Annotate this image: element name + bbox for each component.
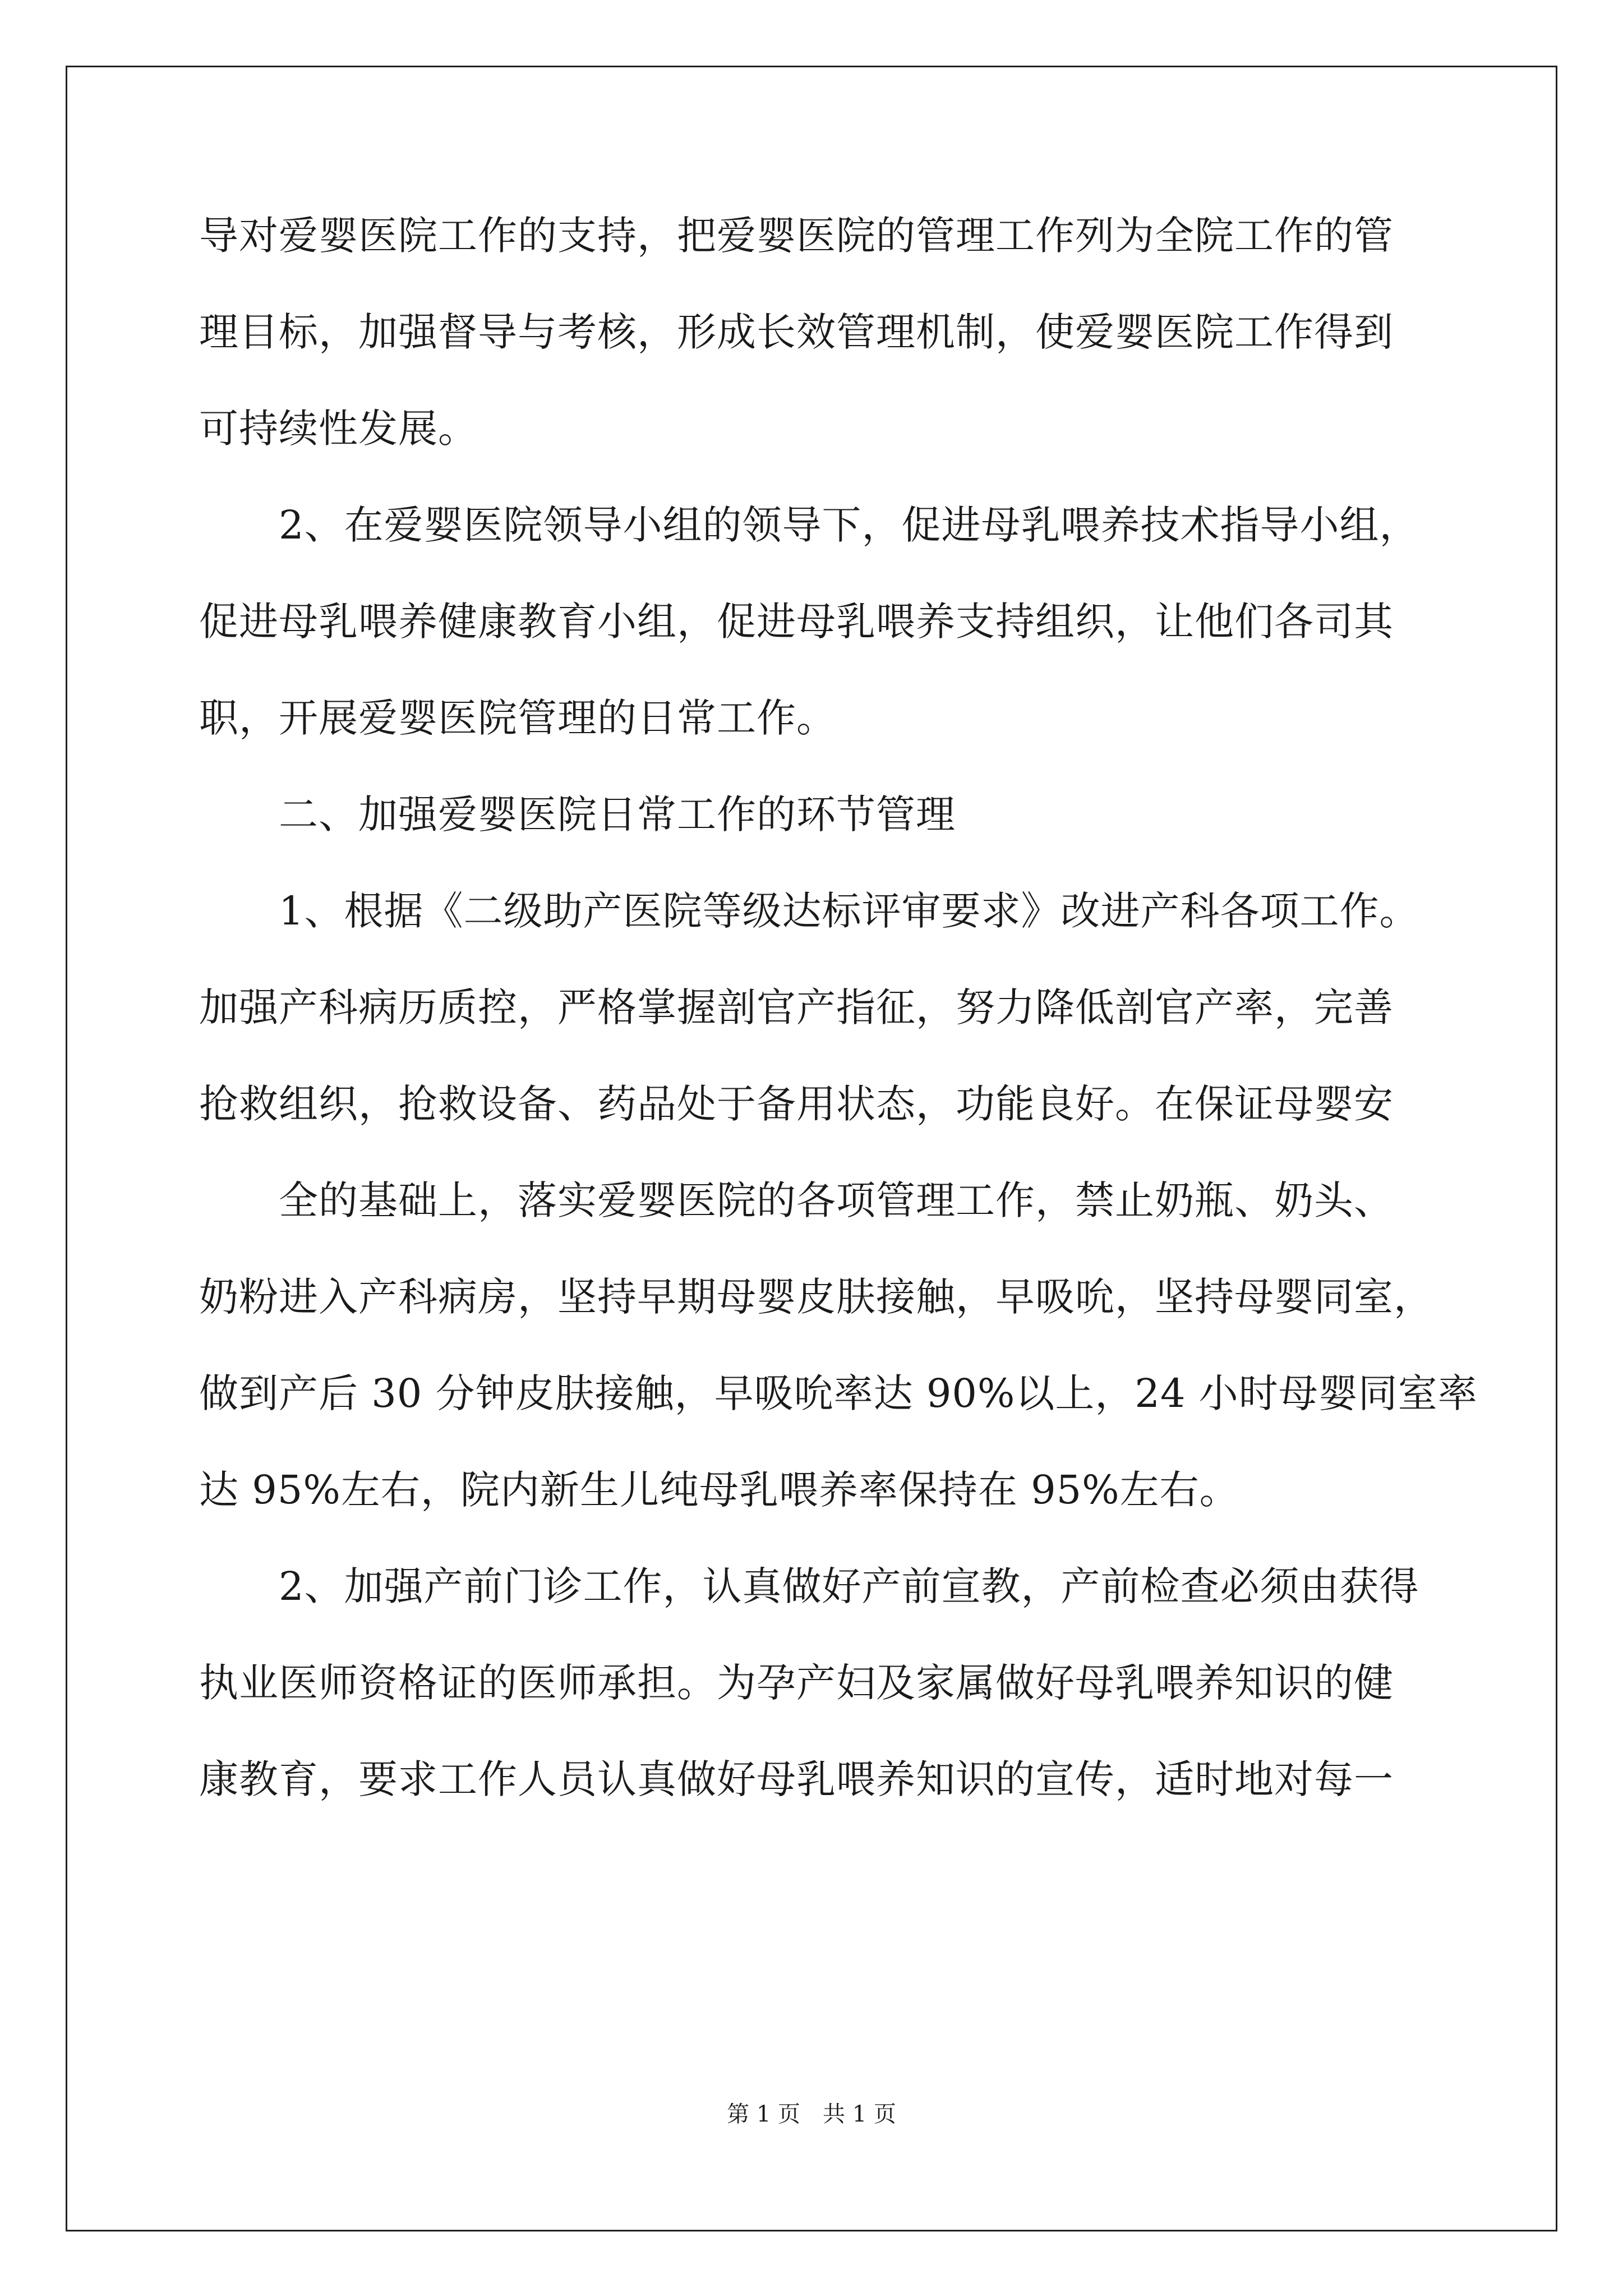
- text-line: 执业医师资格证的医师承担。为孕产妇及家属做好母乳喂养知识的健: [199, 1660, 1394, 1706]
- text-line: 职，开展爱婴医院管理的日常工作。: [199, 695, 836, 741]
- text-line: 1、根据《二级助产医院等级达标评审要求》改进产科各项工作。: [199, 888, 1419, 934]
- text-line: 促进母乳喂养健康教育小组，促进母乳喂养支持组织，让他们各司其: [199, 599, 1394, 645]
- text-line: 抢救组织，抢救设备、药品处于备用状态，功能良好。在保证母婴安: [199, 1081, 1394, 1127]
- text-line: 康教育，要求工作人员认真做好母乳喂养知识的宣传，适时地对每一: [199, 1756, 1394, 1802]
- text-line: 可持续性发展。: [199, 406, 478, 452]
- section-heading: 二、加强爱婴医院日常工作的环节管理: [199, 792, 956, 838]
- document-body: [199, 208, 1478, 1848]
- text-line: 加强产科病历质控，严格掌握剖官产指征，努力降低剖官产率，完善: [199, 984, 1394, 1030]
- text-line: 2、加强产前门诊工作，认真做好产前宣教，产前检查必须由获得: [199, 1563, 1419, 1609]
- text-line: 奶粉进入产科病房，坚持早期母婴皮肤接触，早吸吮，坚持母婴同室，: [199, 1274, 1433, 1320]
- page-footer: 第 1 页 共 1 页: [727, 2101, 896, 2127]
- text-line: 做到产后 30 分钟皮肤接触，早吸吮率达 90%以上，24 小时母婴同室率: [199, 1370, 1478, 1416]
- text-line: 全的基础上，落实爱婴医院的各项管理工作，禁止奶瓶、奶头、: [199, 1177, 1394, 1223]
- text-line: 2、在爱婴医院领导小组的领导下，促进母乳喂养技术指导小组，: [199, 502, 1419, 548]
- text-line: 达 95%左右，院内新生儿纯母乳喂养率保持在 95%左右。: [199, 1467, 1239, 1513]
- text-line: 理目标，加强督导与考核，形成长效管理机制，使爱婴医院工作得到: [199, 309, 1394, 355]
- text-line: 导对爱婴医院工作的支持，把爱婴医院的管理工作列为全院工作的管: [199, 213, 1394, 259]
